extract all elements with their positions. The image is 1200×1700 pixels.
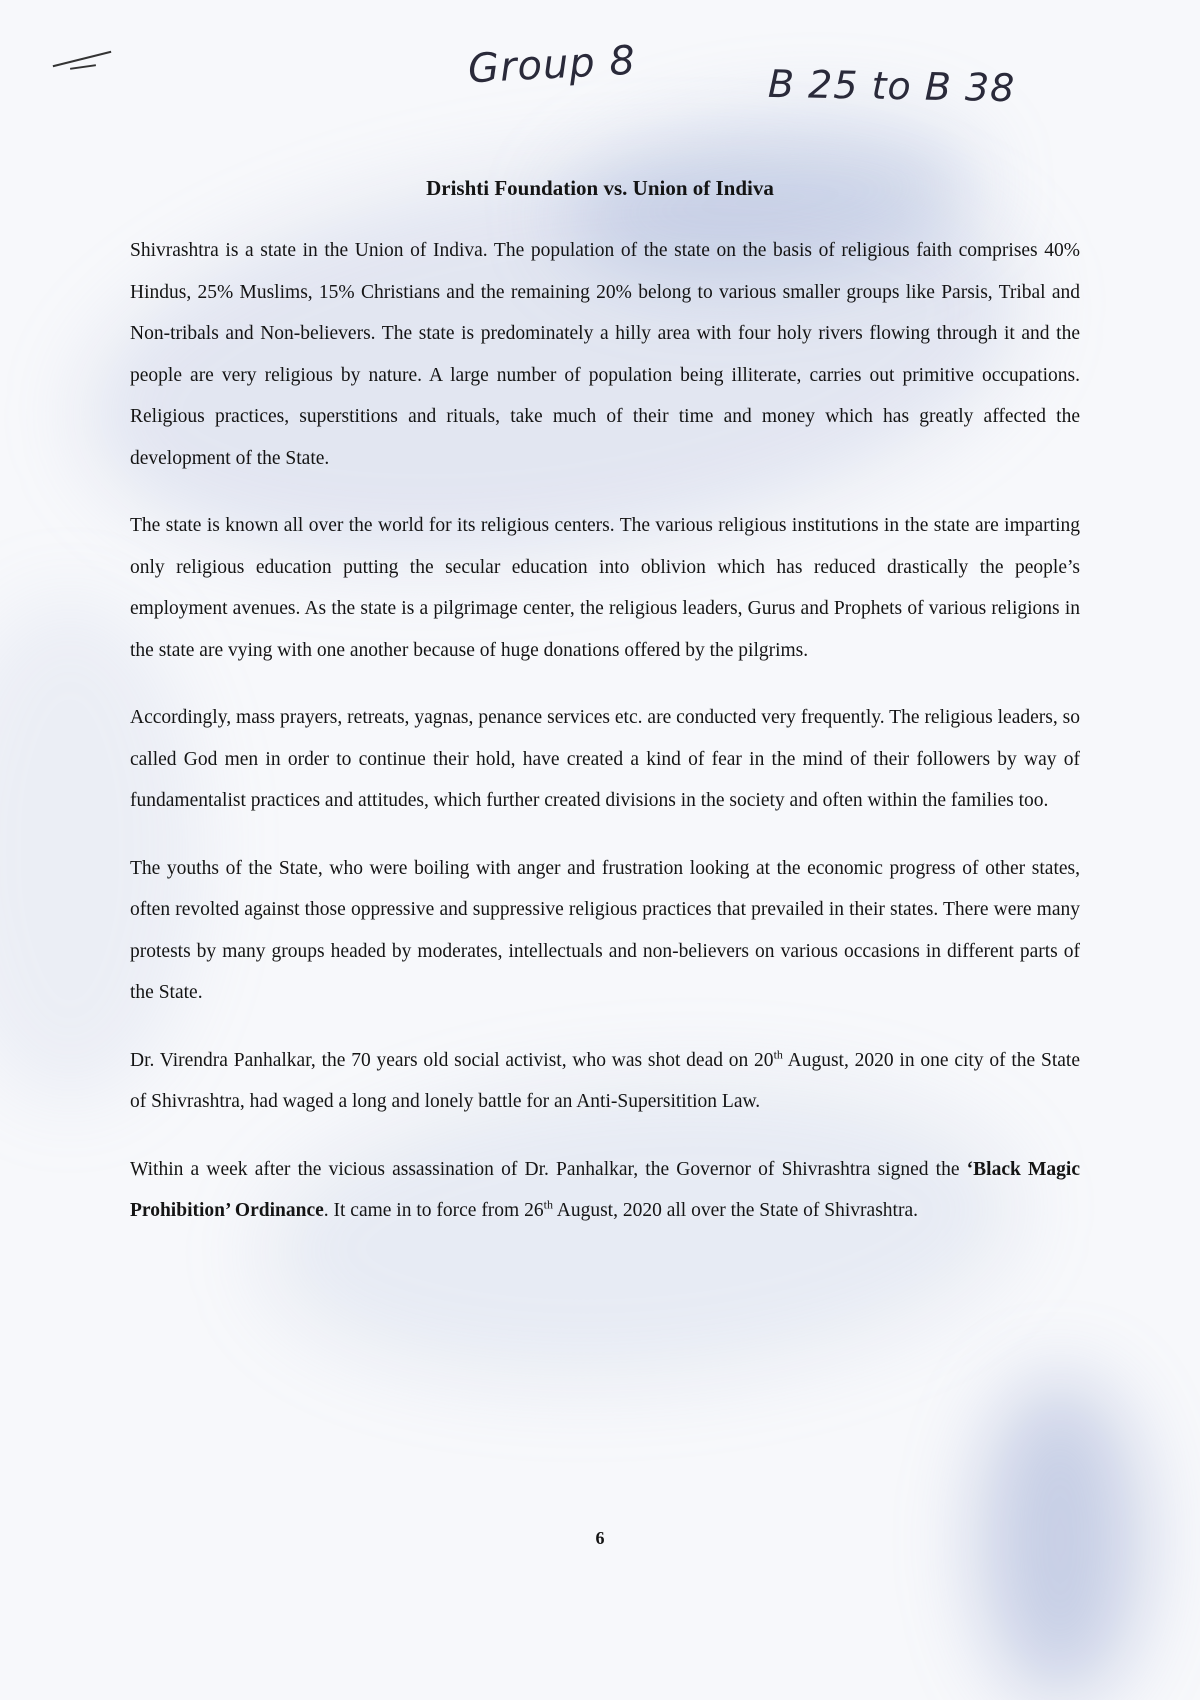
handwritten-roll-range: B 25 to B 38 xyxy=(767,61,1016,111)
handwritten-group-label: Group 8 xyxy=(466,37,637,93)
paragraph-1: Shivrashtra is a state in the Union of Indiva. The population of the state on the basis of religious faith comprises 40% Hindus, 25% Muslims, 15% Christians and the remaining 20% belong to various smaller groups like Parsis, Tribal and Non-tribals and Non-believers. The state is predominately a hilly area with four holy rivers flowing through it and the people are very religious by nature. A large number of population being illiterate, carries out primitive occupations. Religious practices, superstitions and rituals, take much of their time and money which has greatly affected the development of the State. xyxy=(130,240,1080,469)
document-body xyxy=(130,230,1080,1258)
pen-mark xyxy=(53,51,112,67)
ordinal-suffix: th xyxy=(773,1047,783,1061)
paragraph-6-text-c: August, 2020 all over the State of Shivrashtra. xyxy=(552,1200,918,1221)
page-number: 6 xyxy=(595,1528,605,1548)
paragraph-6-text-a: Within a week after the vicious assassination of Dr. Panhalkar, the Governor of Shivrashtra signed the xyxy=(130,1158,967,1180)
paragraph-6-text-b: . It came in to force from 26 xyxy=(323,1200,544,1221)
ordinal-suffix: th xyxy=(543,1197,553,1212)
ordinance-name: ‘Black Magic Prohibition’ Ordinance xyxy=(130,1158,1080,1221)
paragraph-5 xyxy=(130,1040,1080,1123)
document-title: Drishti Foundation vs. Union of Indiva xyxy=(426,176,774,200)
pen-mark xyxy=(70,64,96,70)
paragraph-5-text-a: Dr. Virendra Panhalkar, the 70 years old social activist, who was shot dead on 20 xyxy=(130,1049,774,1071)
paragraph-6 xyxy=(130,1149,1080,1232)
paragraph-2: The state is known all over the world for its religious centers. The various religious institutions in the state are imparting only religious education putting the secular education into oblivion which has reduced drastically the people’s employment avenues. As the state is a pilgrimage center, the religious leaders, Gurus and Prophets of various religions in the state are vying with one another because of huge donations offered by the pilgrims. xyxy=(130,515,1080,661)
paragraph-4: The youths of the State, who were boiling with anger and frustration looking at the economic progress of other states, often revolted against those oppressive and suppressive religious practices that prevailed in their states. There were many protests by many groups headed by moderates, intellectuals and non-believers on various occasions in different parts of the State. xyxy=(130,857,1080,1003)
paragraph-5-text-b: August, 2020 in one city of the State of Shivrashtra, had waged a long and lonely battle for an Anti-Supersitition Law. xyxy=(130,1049,1080,1112)
paragraph-3: Accordingly, mass prayers, retreats, yagnas, penance services etc. are conducted very frequently. The religious leaders, so called God men in order to continue their hold, have created a kind of fear in the mind of their followers by way of fundamentalist practices and attitudes, which further created divisions in the society and often within the families too. xyxy=(130,707,1080,811)
